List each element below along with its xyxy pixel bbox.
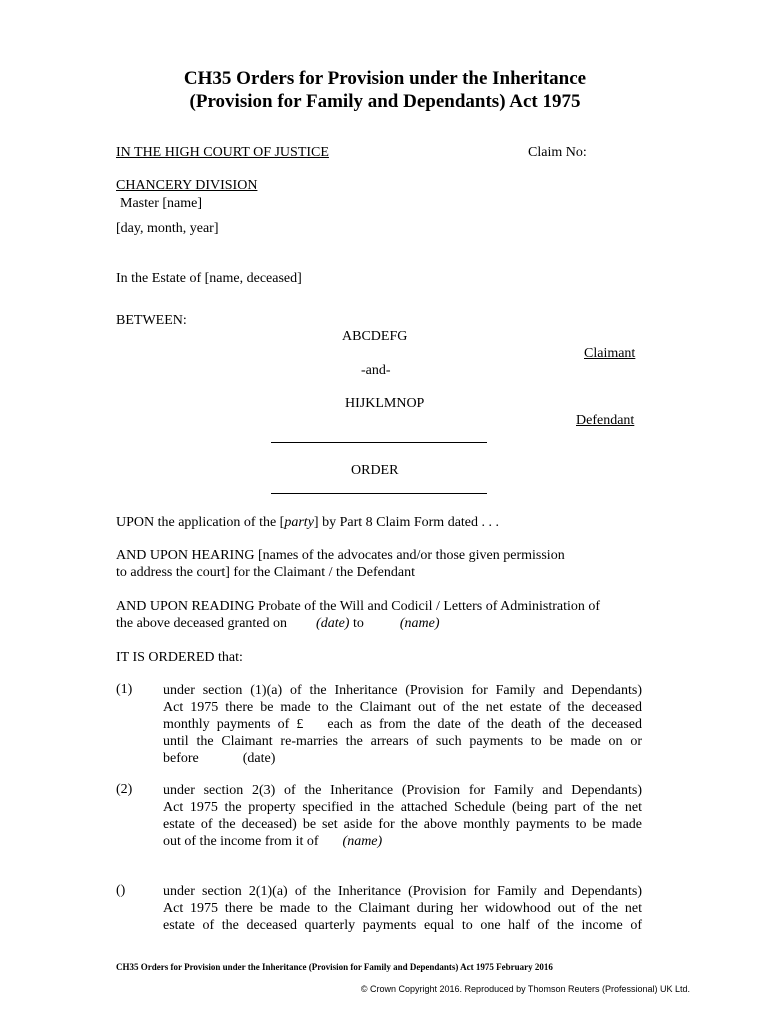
order-item-1: under section (1)(a) of the Inheritance (Provision for Family and Dependants) Act 1975 there be made to the Claimant out of the net estate of the deceased monthly payments of £ each as from the date of the death of the deceased until the Claimant re-marries the arrears of such payments to be made on or before (date) <box>163 683 642 766</box>
master-name: Master [name] <box>120 196 203 211</box>
item-number: (1) <box>116 682 133 697</box>
division-name: CHANCERY DIVISION <box>116 178 258 193</box>
order-rule-top <box>271 442 487 443</box>
order-date: [day, month, year] <box>116 221 219 236</box>
item-number: (2) <box>116 782 133 797</box>
upon-application-recital: UPON the application of the [party] by Part 8 Claim Form dated . . . <box>116 515 500 530</box>
copyright-notice: © Crown Copyright 2016. Reproduced by Thomson Reuters (Professional) UK Ltd. <box>360 984 690 994</box>
document-title-line-2: (Provision for Family and Dependants) Act 1975 <box>189 91 581 112</box>
upon-hearing-recital: AND UPON HEARING [names of the advocates and/or those given permission to address the court] for the Claimant / the Defendant <box>116 548 565 580</box>
footer-title: CH35 Orders for Provision under the Inheritance (Provision for Family and Dependants) Act 1975 February 2016 <box>116 962 553 972</box>
item-number: () <box>116 883 126 898</box>
order-rule-bottom <box>271 493 487 494</box>
order-item-3: under section 2(1)(a) of the Inheritance (Provision for Family and Dependants) Act 1975 there be made to the Claimant during her widowhood out of the net estate of the deceased quarterly payments equal to one half of the income of <box>163 884 642 933</box>
it-is-ordered: IT IS ORDERED that: <box>116 650 243 665</box>
defendant-role: Defendant <box>576 413 635 428</box>
court-name: IN THE HIGH COURT OF JUSTICE <box>116 145 329 160</box>
order-item-2: under section 2(3) of the Inheritance (Provision for Family and Dependants) Act 1975 the property specified in the attached Schedule (being part of the net estate of the deceased) be set aside for the above monthly payments to be made out of the income from it of (name) <box>163 783 642 849</box>
defendant-name: HIJKLMNOP <box>345 396 425 411</box>
upon-reading-recital: AND UPON READING Probate of the Will and Codicil / Letters of Administration of the above deceased granted on (date) to (name) <box>116 599 601 631</box>
document-title-line-1: CH35 Orders for Provision under the Inheritance <box>183 68 587 89</box>
claimant-role: Claimant <box>584 346 636 361</box>
between-label: BETWEEN: <box>116 313 187 328</box>
claim-number-label: Claim No: <box>528 145 587 160</box>
order-heading: ORDER <box>351 463 399 478</box>
claimant-name: ABCDEFG <box>342 329 408 344</box>
estate-line: In the Estate of [name, deceased] <box>116 271 302 286</box>
and-separator: -and- <box>361 363 391 378</box>
